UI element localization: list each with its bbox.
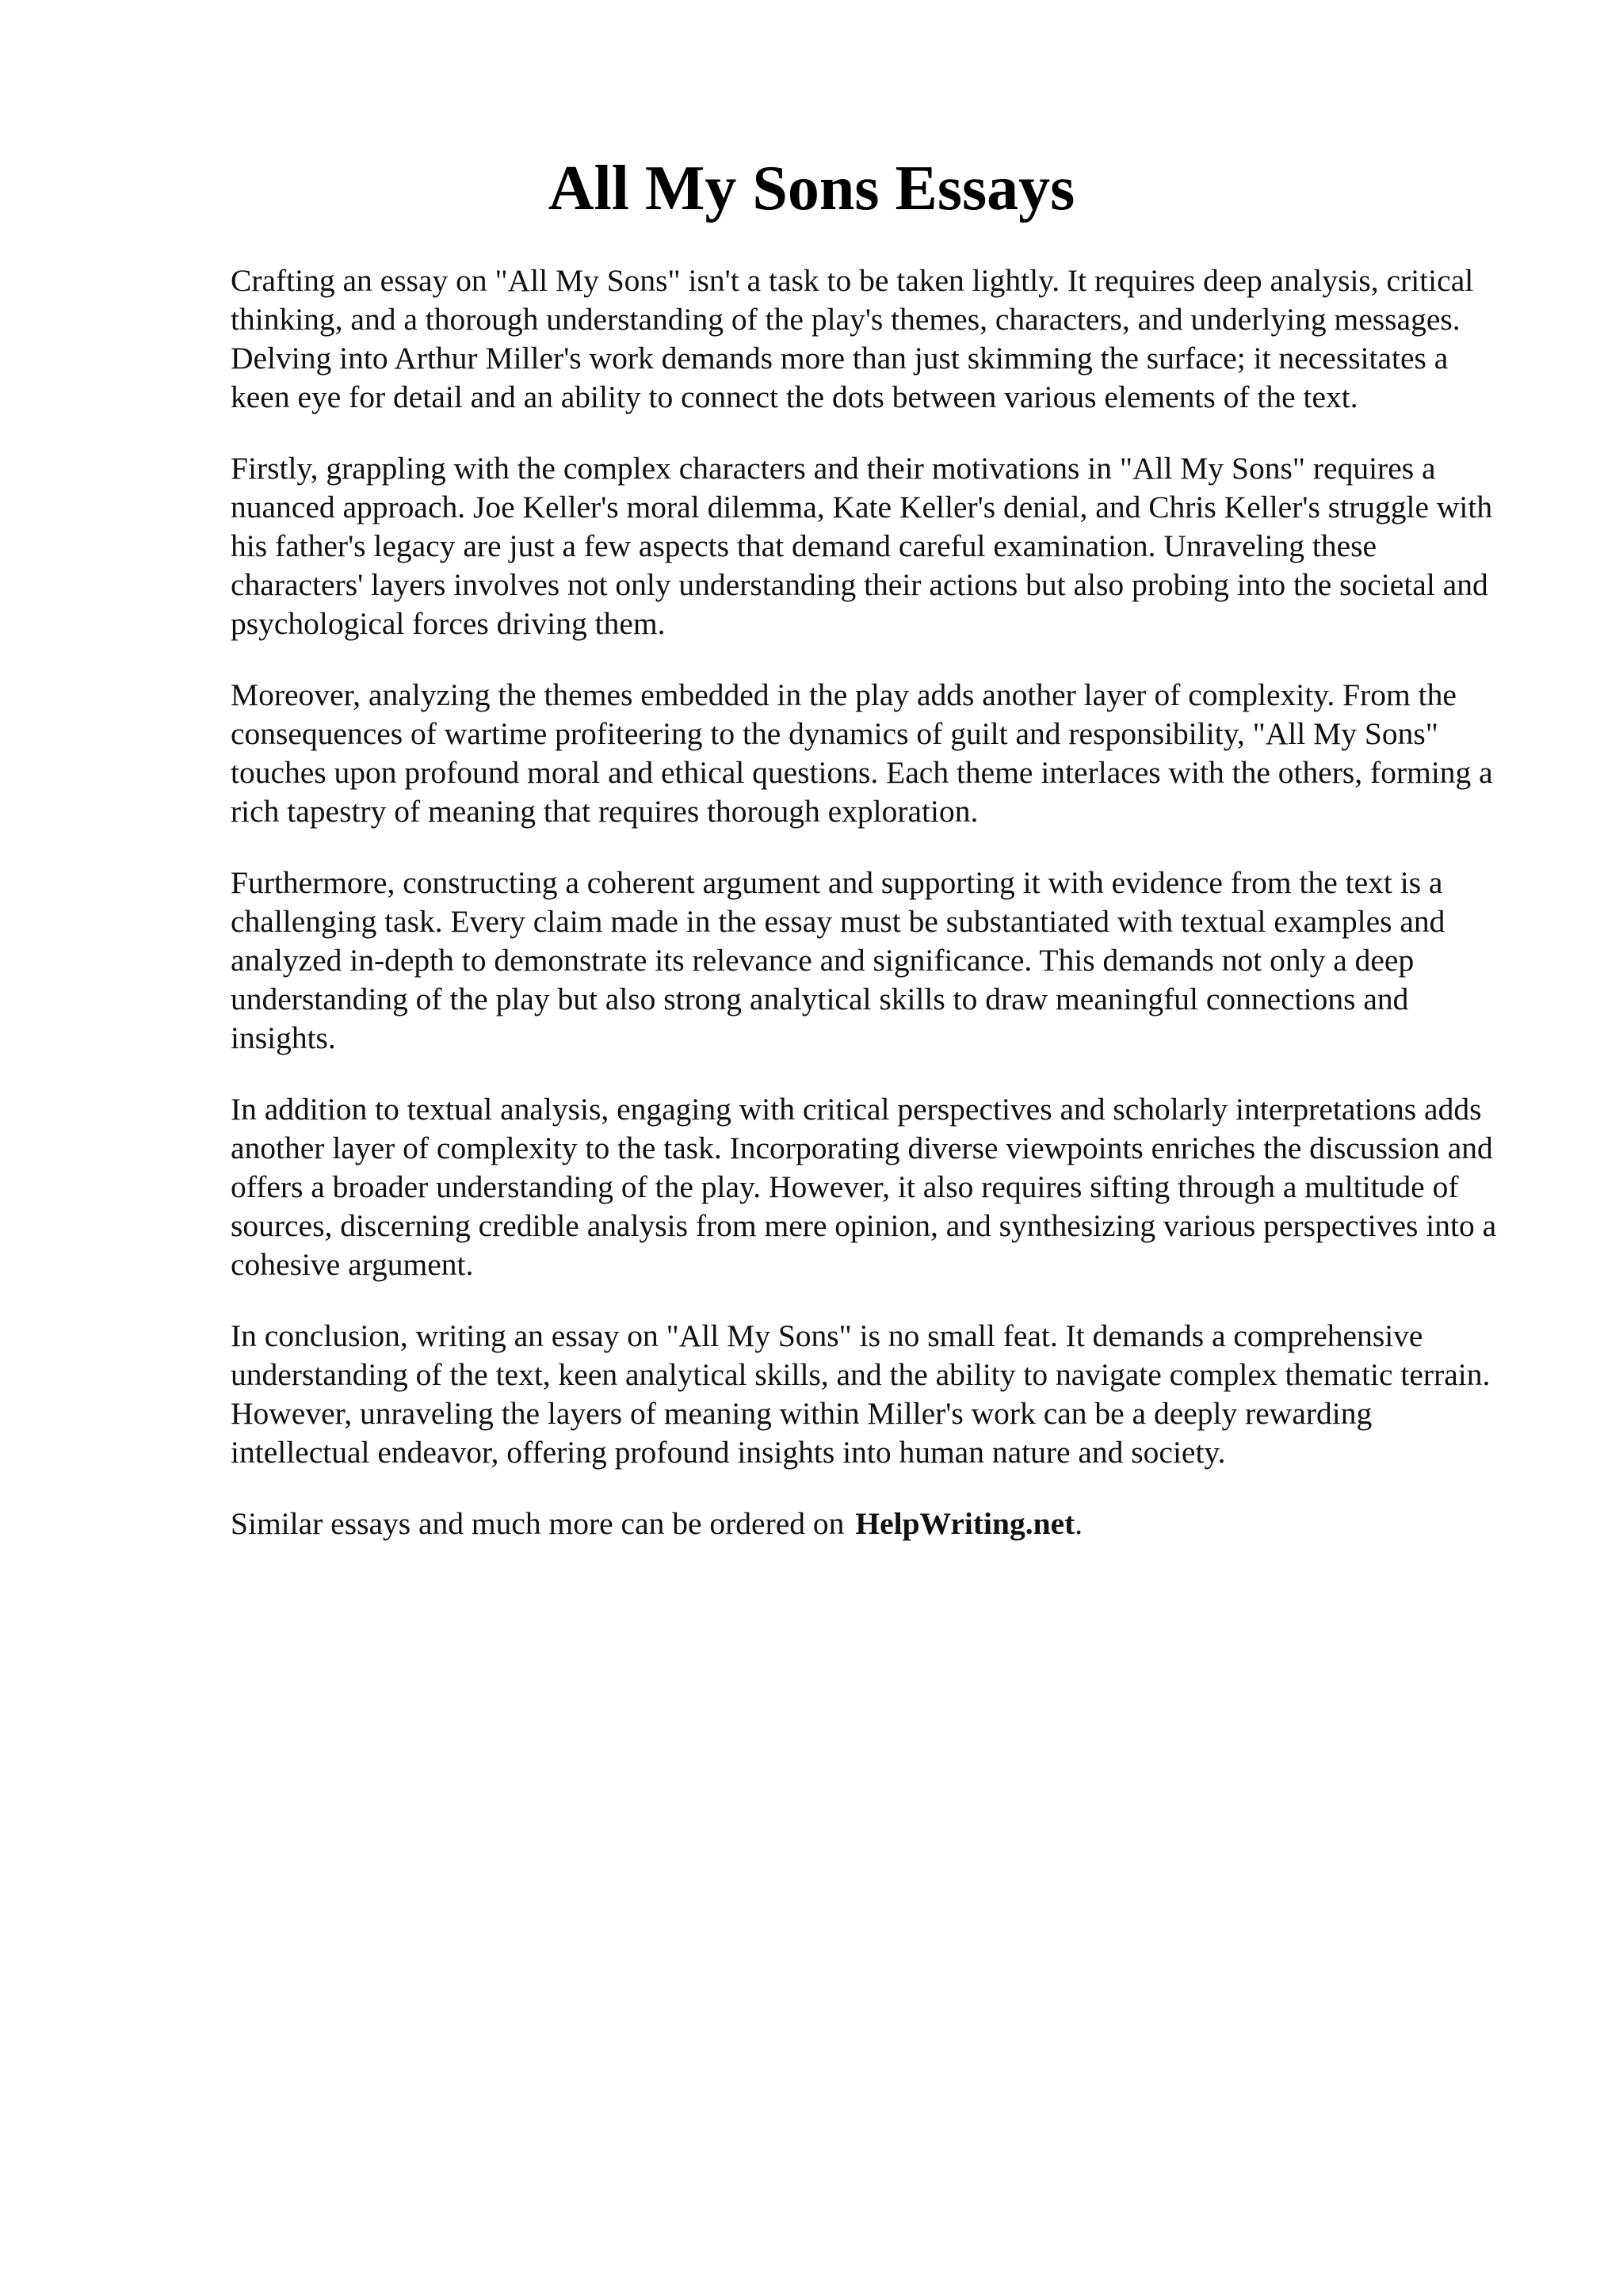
paragraph-1: Crafting an essay on "All My Sons" isn't a task to be taken lightly. It requires deep analysis, critical thinking, and a thorough understanding of the play's themes, characters, and underlying messages. Delving into Arthur Miller's work demands more than just skimming the surface; it necessitates a keen eye for detail and an ability to connect the dots between various elements of the text. — [231, 263, 1474, 414]
paragraph-4: Furthermore, constructing a coherent argument and supporting it with evidence from the text is a challenging task. Every claim made in the essay must be substantiated with textual examples and analyzed in-depth to demonstrate its relevance and significance. This demands not only a deep understanding of the play but also strong analytical skills to draw meaningful connections and insights. — [231, 865, 1445, 1055]
paragraph-2: Firstly, grappling with the complex characters and their motivations in "All My Sons" requires a nuanced approach. Joe Keller's moral dilemma, Kate Keller's denial, and Chris Keller's struggle with his father's legacy are just a few aspects that demand careful examination. Unraveling these characters' layers involves not only understanding their actions but also probing into the societal and psychological forces driving them. — [231, 451, 1493, 641]
paragraph-3: Moreover, analyzing the themes embedded in the play adds another layer of complexity. From the consequences of wartime profiteering to the dynamics of guilt and responsibility, "All My Sons" touches upon profound moral and ethical questions. Each theme interlaces with the others, forming a rich tapestry of meaning that requires thorough exploration. — [231, 677, 1493, 829]
paragraph-6: In conclusion, writing an essay on "All My Sons" is no small feat. It demands a comprehensive understanding of the text, keen analytical skills, and the ability to navigate complex thematic terrain. However, unraveling the layers of meaning within Miller's work can be a deeply rewarding intellectual endeavor, offering profound insights into human nature and society. — [231, 1318, 1491, 1470]
document-title: All My Sons Essays — [548, 154, 1075, 223]
paragraph-5: In addition to textual analysis, engaging with critical perspectives and scholarly interpretations adds another layer of complexity to the task. Incorporating diverse viewpoints enriches the discussion and offers a broader understanding of the play. However, it also requires sifting through a multitude of sources, discerning credible analysis from mere opinion, and synthesizing various perspectives into a cohesive argument. — [231, 1092, 1497, 1282]
footer-text: Similar essays and much more can be ordered on — [231, 1506, 845, 1541]
document-body — [231, 261, 1514, 1576]
footer-line — [231, 1505, 1514, 1543]
footer-period: . — [1075, 1506, 1083, 1541]
brand-link[interactable]: HelpWriting.net — [855, 1506, 1075, 1541]
